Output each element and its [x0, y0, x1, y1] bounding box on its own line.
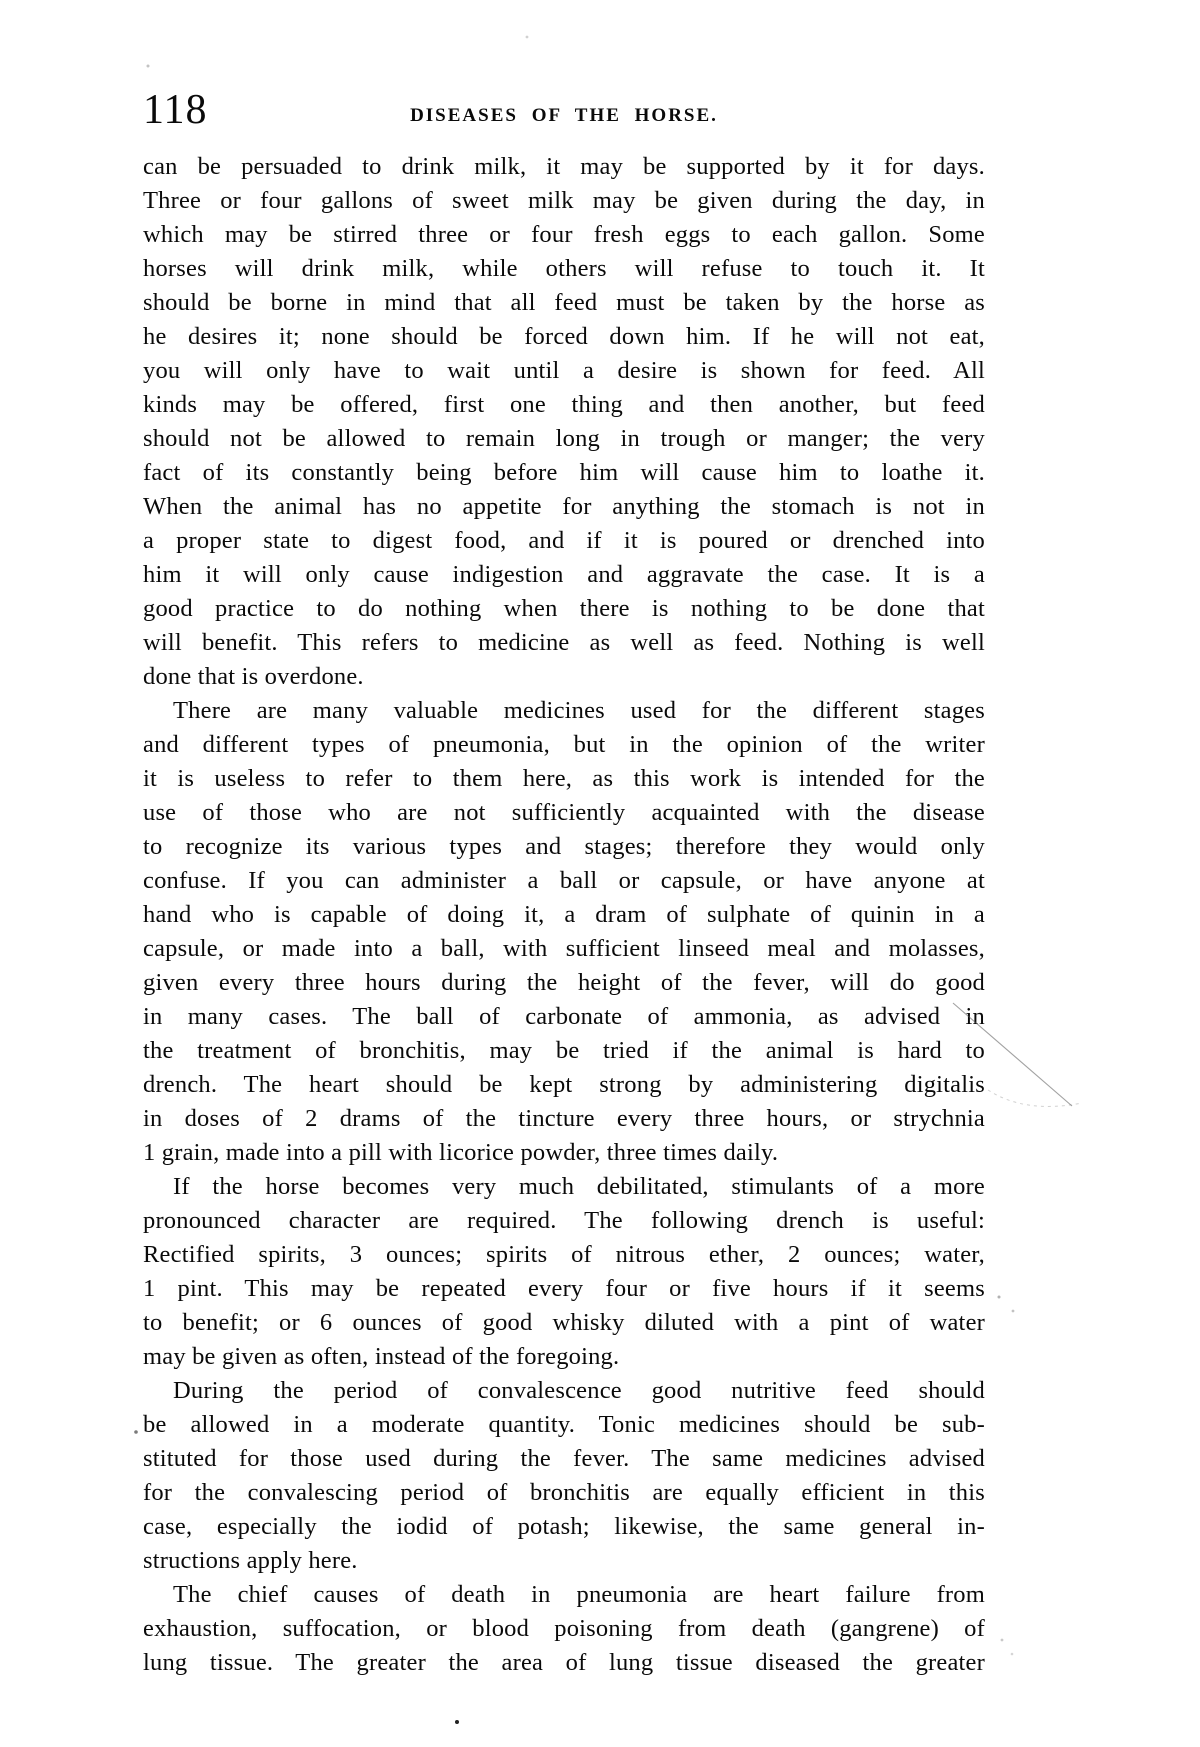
text-line: If the horse becomes very much debilitated, stimulants of a more: [173, 1173, 985, 1200]
text-line: him it will only cause indigestion and aggravate the case. It is a: [143, 561, 985, 588]
text-line: be allowed in a moderate quantity. Tonic medicines should be sub-: [143, 1411, 985, 1438]
text-line: capsule, or made into a ball, with sufficient linseed meal and molasses,: [143, 935, 985, 962]
text-line: he desires it; none should be forced down him. If he will not eat,: [143, 323, 985, 350]
ink-speck: [1011, 1653, 1014, 1656]
text-line: Rectified spirits, 3 ounces; spirits of nitrous ether, 2 ounces; water,: [143, 1241, 985, 1268]
text-line: use of those who are not sufficiently acquainted with the disease: [143, 799, 985, 826]
text-line: kinds may be offered, first one thing and then another, but feed: [143, 391, 985, 418]
text-line: When the animal has no appetite for anything the stomach is not in: [143, 493, 985, 520]
ink-speck: [147, 65, 150, 68]
text-line: 1 grain, made into a pill with licorice powder, three times daily.: [143, 1139, 779, 1166]
text-line: it is useless to refer to them here, as this work is intended for the: [143, 765, 985, 792]
text-line: case, especially the iodid of potash; likewise, the same general in-: [143, 1513, 985, 1540]
text-line: structions apply here.: [143, 1547, 358, 1574]
text-line: horses will drink milk, while others will refuse to touch it. It: [143, 255, 985, 282]
text-line: 1 pint. This may be repeated every four or five hours if it seems: [143, 1275, 985, 1302]
ink-speck: [134, 1430, 138, 1434]
text-line: given every three hours during the height of the fever, will do good: [143, 969, 985, 996]
text-line: exhaustion, suffocation, or blood poisoning from death (gangrene) of: [143, 1615, 985, 1642]
text-line: lung tissue. The greater the area of lung tissue diseased the greater: [143, 1649, 985, 1676]
text-line: The chief causes of death in pneumonia are heart failure from: [173, 1581, 985, 1608]
text-line: to recognize its various types and stages; therefore they would only: [143, 833, 985, 860]
text-line: stituted for those used during the fever. The same medicines advised: [143, 1445, 985, 1472]
text-line: a proper state to digest food, and if it is poured or drenched into: [143, 527, 985, 554]
text-line: pronounced character are required. The following drench is useful:: [143, 1207, 985, 1234]
text-line: and different types of pneumonia, but in the opinion of the writer: [143, 731, 985, 758]
text-line: for the convalescing period of bronchitis are equally efficient in this: [143, 1479, 985, 1506]
page-number: 118: [143, 87, 208, 133]
text-line: you will only have to wait until a desire is shown for feed. All: [143, 357, 985, 384]
text-line: should be borne in mind that all feed must be taken by the horse as: [143, 289, 985, 316]
text-line: in many cases. The ball of carbonate of ammonia, as advised in: [143, 1003, 985, 1030]
ink-speck: [455, 1720, 459, 1724]
text-line: will benefit. This refers to medicine as well as feed. Nothing is well: [143, 629, 985, 656]
text-line: should not be allowed to remain long in trough or manger; the very: [143, 425, 985, 452]
text-line: confuse. If you can administer a ball or capsule, or have anyone at: [143, 867, 985, 894]
text-line: which may be stirred three or four fresh eggs to each gallon. Some: [143, 221, 985, 248]
ink-speck: [1001, 1639, 1004, 1642]
text-line: good practice to do nothing when there is nothing to be done that: [143, 595, 985, 622]
text-line: may be given as often, instead of the foregoing.: [143, 1343, 620, 1370]
text-line: There are many valuable medicines used for the different stages: [173, 697, 985, 724]
ink-speck: [526, 36, 529, 39]
text-line: fact of its constantly being before him will cause him to loathe it.: [143, 459, 985, 486]
text-line: drench. The heart should be kept strong by administering digitalis: [143, 1071, 985, 1098]
text-line: in doses of 2 drams of the tincture every three hours, or strychnia: [143, 1105, 985, 1132]
text-line: the treatment of bronchitis, may be tried if the animal is hard to: [143, 1037, 985, 1064]
text-line: done that is overdone.: [143, 663, 364, 690]
text-line: hand who is capable of doing it, a dram of sulphate of quinin in a: [143, 901, 985, 928]
running-head: DISEASES OF THE HORSE.: [410, 105, 718, 126]
text-line: to benefit; or 6 ounces of good whisky diluted with a pint of water: [143, 1309, 985, 1336]
ink-speck: [1012, 1310, 1015, 1313]
text-line: Three or four gallons of sweet milk may be given during the day, in: [143, 187, 985, 214]
text-column: [143, 150, 985, 1680]
ink-speck: [998, 1296, 1001, 1299]
scratch-mark: [988, 1090, 1082, 1106]
text-line: can be persuaded to drink milk, it may be supported by it for days.: [143, 153, 985, 180]
text-line: During the period of convalescence good nutritive feed should: [173, 1377, 985, 1404]
